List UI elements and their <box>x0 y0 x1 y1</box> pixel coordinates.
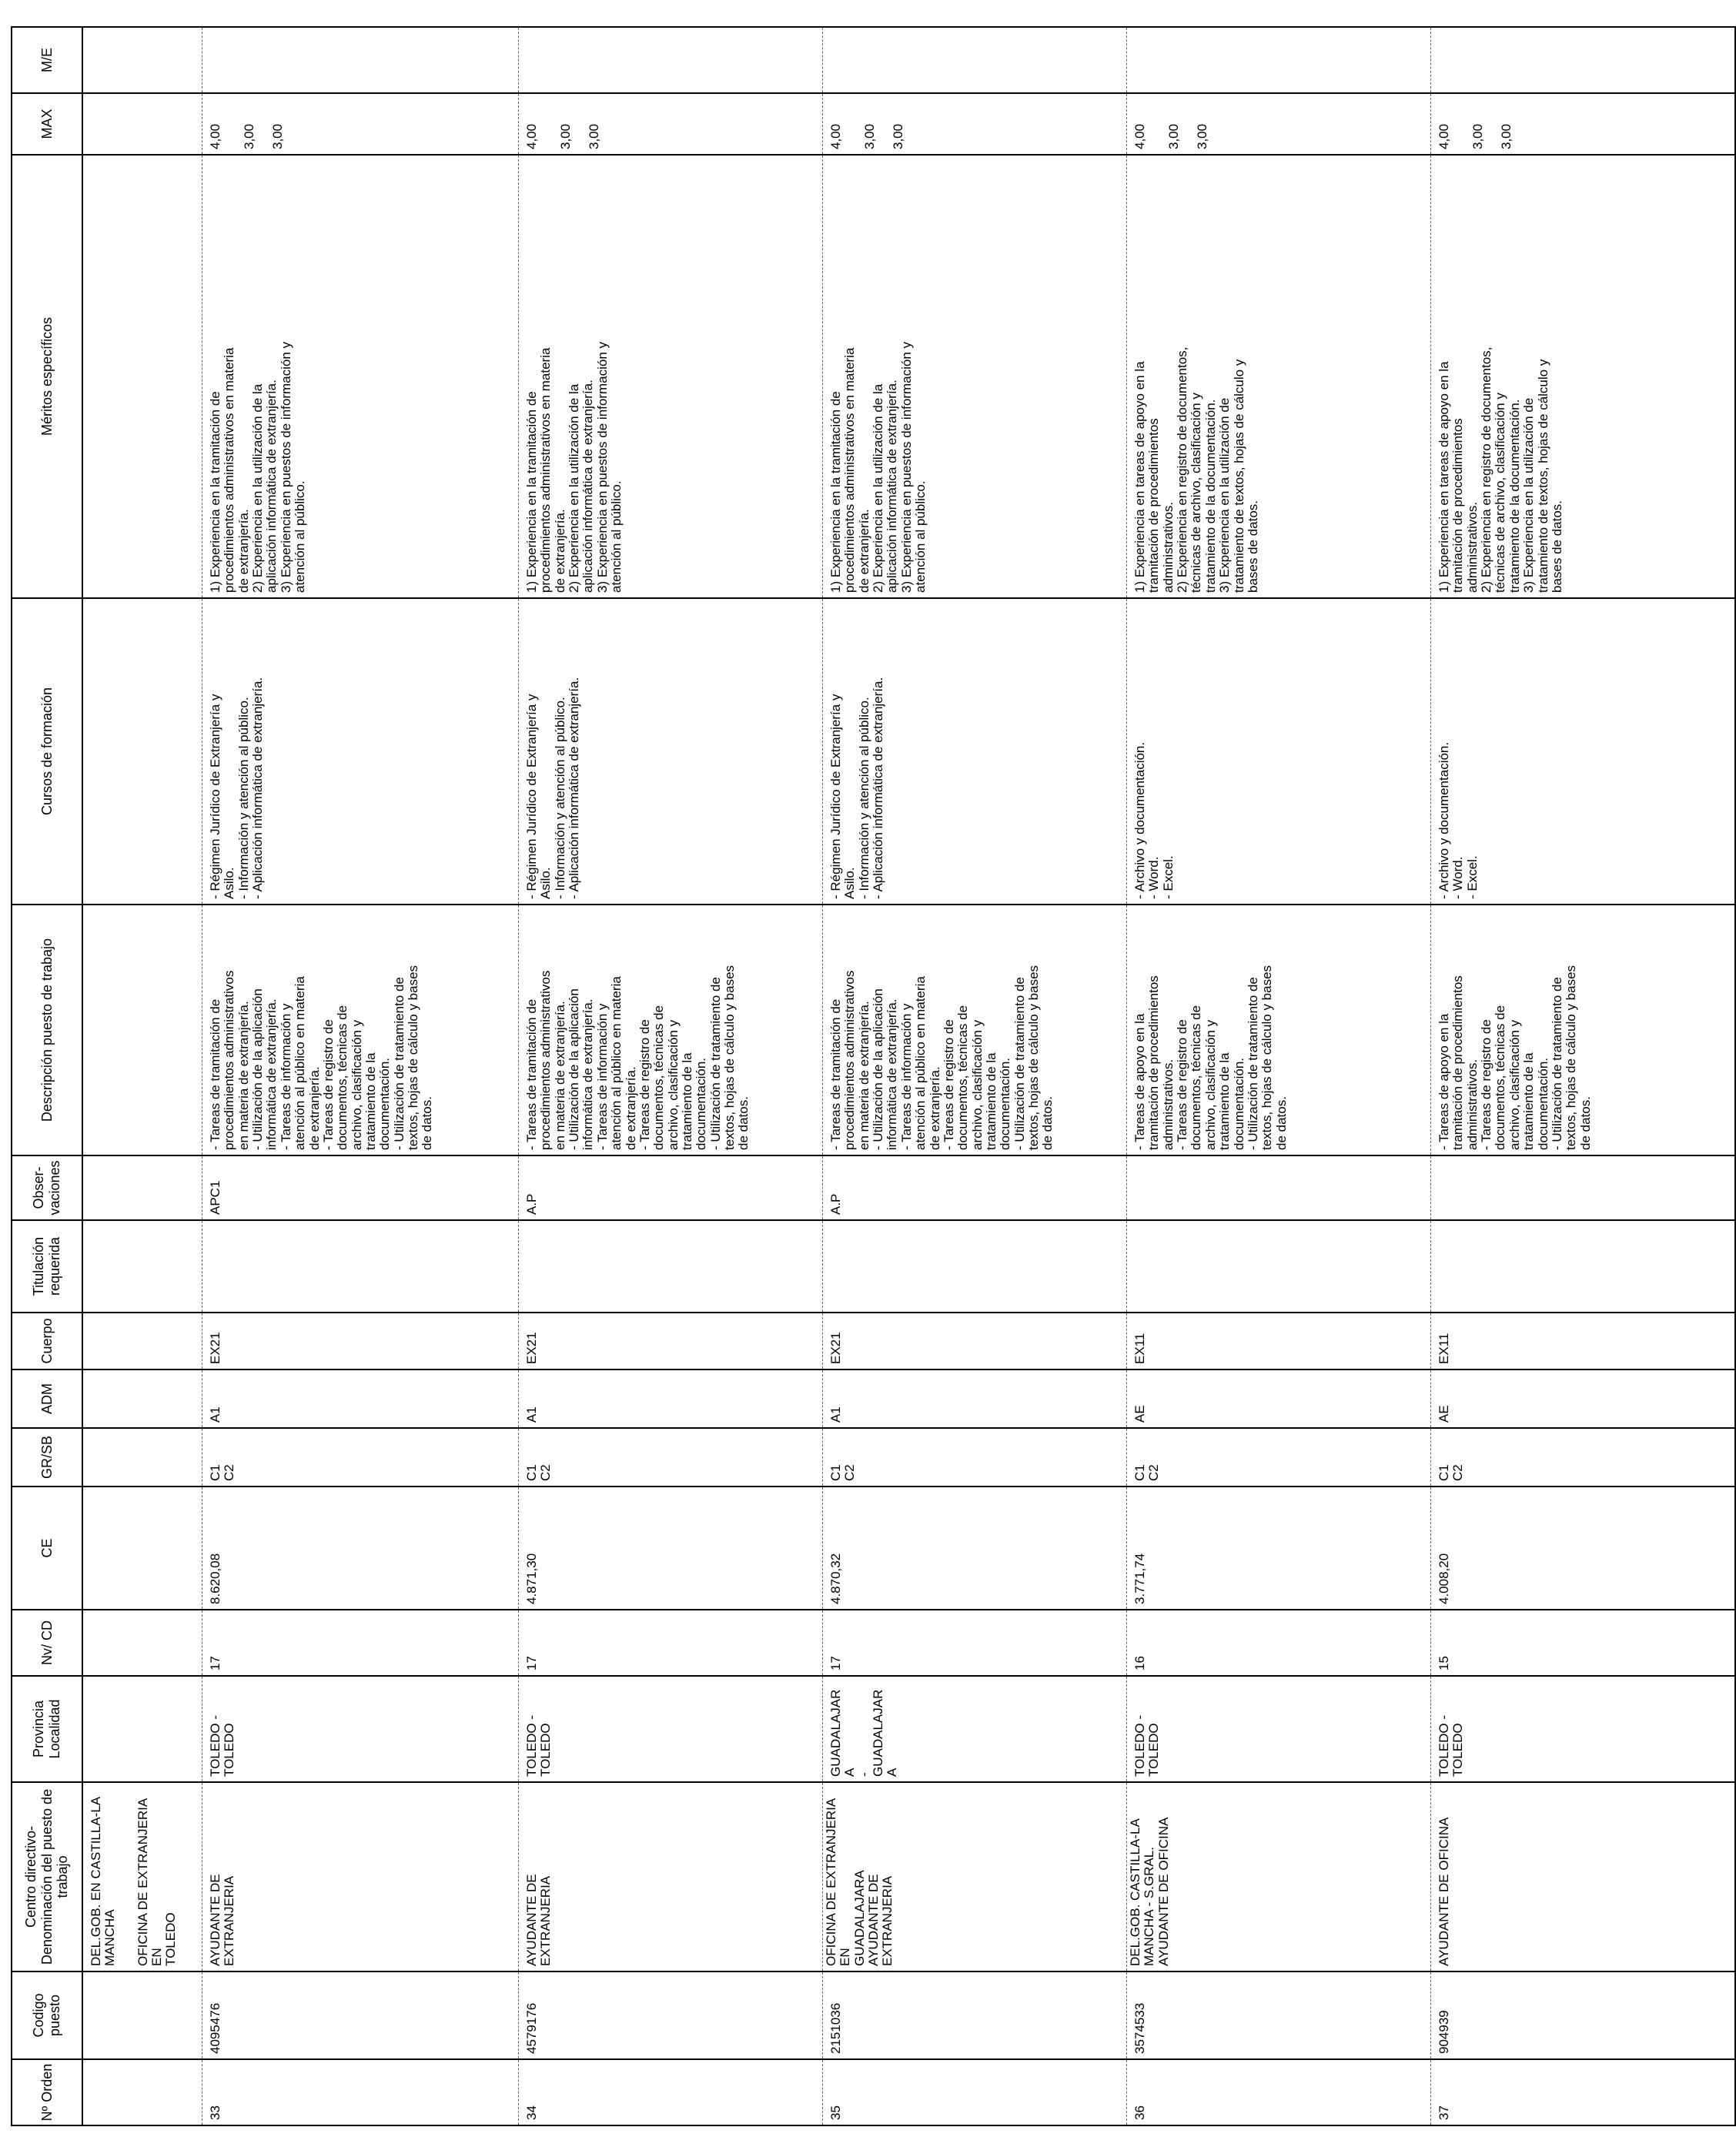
cell-codigo: 4095476 <box>202 1971 519 2059</box>
cell-denominacion: AYUDANTE DE EXTRANJERIA <box>524 1874 554 1966</box>
max-value: 4,00 <box>1132 123 1147 149</box>
cell-titulacion <box>823 1220 1127 1313</box>
cell-descripcion: - Tareas de tramitación de procedimientos administrativos en materia de extranjería. - Utilización de la aplicación informática de extranjería. - Tareas de información y atención al público en materia de extranjería. - Tareas de registro de documentos, técnicas de archivo, clasificación y tratamiento de la documentación. - Utilización de tratamiento de textos, hojas de cálculo y bases de datos. <box>519 905 823 1155</box>
max-value: 3,00 <box>586 123 601 149</box>
cell-titulacion <box>519 1220 823 1313</box>
cell-titulacion <box>202 1220 519 1313</box>
cell-denominacion: AYUDANTE DE OFICINA <box>1437 1817 1451 1966</box>
cell-observaciones: APC1 <box>202 1155 519 1220</box>
cell-ce: 4.008,20 <box>1431 1487 1736 1610</box>
cell-codigo: 904939 <box>1431 1971 1736 2059</box>
cell-grupo: C1 C2 <box>202 1428 519 1487</box>
cell-provincia: TOLEDO - TOLEDO <box>1431 1676 1736 1782</box>
cell-observaciones <box>1431 1155 1736 1220</box>
max-value: 3,00 <box>1498 123 1514 149</box>
cell-cuerpo: EX21 <box>202 1313 519 1369</box>
cell-cursos: - Archivo y documentación. - Word. - Excel. <box>1431 598 1736 905</box>
cell-adm: A1 <box>519 1369 823 1428</box>
cell-orden: 35 <box>823 2059 1127 2125</box>
cell-meritos: 1) Experiencia en la tramitación de procedimientos administrativos en materia de extranjería. 2) Experiencia en la utilización de la aplicación informática de extranjería. 3) Experiencia en puestos de información y atención al público. <box>823 155 1127 598</box>
cell-orden: 37 <box>1431 2059 1736 2125</box>
cell-nivel: 16 <box>1127 1610 1431 1676</box>
cell-cuerpo: EX21 <box>519 1313 823 1369</box>
cell-codigo: 2151036 <box>823 1971 1127 2059</box>
cell-cursos: - Archivo y documentación. - Word. - Excel. <box>1127 598 1431 905</box>
header-centro: Centro directivo- Denominación del puesto de trabajo <box>12 1782 82 1971</box>
cell-me <box>202 27 519 93</box>
header-meritos: Méritos específicos <box>12 155 82 598</box>
header-me: M/E <box>12 27 82 93</box>
header-nivel: Nv/ CD <box>12 1610 82 1676</box>
header-row <box>12 27 82 2125</box>
max-value: 3,00 <box>558 123 574 149</box>
max-value: 3,00 <box>1166 123 1182 149</box>
cell-adm: AE <box>1127 1369 1431 1428</box>
cell-centro <box>1127 1782 1431 1971</box>
cell-me <box>823 27 1127 93</box>
centro-preamble-row <box>82 27 202 2125</box>
max-value: 3,00 <box>1470 123 1486 149</box>
header-grupo: GR/SB <box>12 1428 82 1487</box>
header-ce: CE <box>12 1487 82 1610</box>
cell-cuerpo: EX11 <box>1127 1313 1431 1369</box>
table-row <box>823 27 1127 2125</box>
header-adm: ADM <box>12 1369 82 1428</box>
cell-centro <box>519 1782 823 1971</box>
cell-cuerpo: EX11 <box>1431 1313 1736 1369</box>
cell-denominacion: AYUDANTE DE EXTRANJERIA <box>208 1874 237 1966</box>
header-max: MAX <box>12 93 82 155</box>
cell-adm: A1 <box>202 1369 519 1428</box>
max-value: 3,00 <box>890 123 905 149</box>
cell-grupo: C1 C2 <box>823 1428 1127 1487</box>
centro-preamble <box>82 1782 202 1971</box>
max-value: 4,00 <box>828 123 843 149</box>
cell-max <box>823 93 1127 155</box>
cell-cursos: - Régimen Jurídico de Extranjería y Asilo. - Información y atención al público. - Aplicación informática de extranjería. <box>202 598 519 905</box>
max-value: 4,00 <box>1437 123 1451 149</box>
cell-grupo: C1 C2 <box>519 1428 823 1487</box>
cell-meritos: 1) Experiencia en tareas de apoyo en la tramitación de procedimientos administrativos. 2) Experiencia en registro de documentos, técnicas de archivo, clasificación y tratamiento de la documentación. 3) Experiencia en la utilización de tratamiento de textos, hojas de cálculo y bases de datos. <box>1127 155 1431 598</box>
cell-max <box>519 93 823 155</box>
cell-max <box>202 93 519 155</box>
cell-me <box>1431 27 1736 93</box>
cell-cursos: - Régimen Jurídico de Extranjería y Asilo. - Información y atención al público. - Aplicación informática de extranjería. <box>823 598 1127 905</box>
table-row <box>1431 27 1736 2125</box>
max-value: 4,00 <box>524 123 539 149</box>
max-value: 4,00 <box>208 123 222 149</box>
cell-me <box>1127 27 1431 93</box>
header-descripcion: Descripción puesto de trabajo <box>12 905 82 1155</box>
max-value: 3,00 <box>862 123 878 149</box>
cell-meritos: 1) Experiencia en la tramitación de procedimientos administrativos en materia de extranjería. 2) Experiencia en la utilización de la aplicación informática de extranjería. 3) Experiencia en puestos de información y atención al público. <box>202 155 519 598</box>
cell-adm: AE <box>1431 1369 1736 1428</box>
cell-provincia: TOLEDO - TOLEDO <box>519 1676 823 1782</box>
cell-denominacion: AYUDANTE DE OFICINA <box>1156 1817 1171 1966</box>
table-row <box>519 27 823 2125</box>
cell-codigo: 4579176 <box>519 1971 823 2059</box>
job-positions-table <box>11 26 1736 2126</box>
cell-max <box>1431 93 1736 155</box>
header-codigo: Codigo puesto <box>12 1971 82 2059</box>
centro-oficina-toledo: OFICINA DE EXTRANJERIA EN TOLEDO <box>135 1798 179 1966</box>
cell-nivel: 17 <box>519 1610 823 1676</box>
cell-cuerpo: EX21 <box>823 1313 1127 1369</box>
cell-nivel: 17 <box>823 1610 1127 1676</box>
cell-provincia: TOLEDO - TOLEDO <box>202 1676 519 1782</box>
cell-centro-directivo: OFICINA DE EXTRANJERIA EN GUADALAJARA <box>824 1798 867 1966</box>
header-cuerpo: Cuerpo <box>12 1313 82 1369</box>
cell-descripcion: - Tareas de apoyo en la tramitación de procedimientos administrativos. - Tareas de registro de documentos, técnicas de archivo, clasificación y tratamiento de la documentación. - Utilización de tratamiento de textos, hojas de cálculo y bases de datos. <box>1431 905 1736 1155</box>
cell-provincia: TOLEDO - TOLEDO <box>1127 1676 1431 1782</box>
cell-nivel: 17 <box>202 1610 519 1676</box>
cell-nivel: 15 <box>1431 1610 1736 1676</box>
cell-meritos: 1) Experiencia en la tramitación de procedimientos administrativos en materia de extranjería. 2) Experiencia en la utilización de la aplicación informática de extranjería. 3) Experiencia en puestos de información y atención al público. <box>519 155 823 598</box>
cell-orden: 33 <box>202 2059 519 2125</box>
cell-centro <box>823 1782 1127 1971</box>
header-orden: Nº Orden <box>12 2059 82 2125</box>
cell-grupo: C1 C2 <box>1127 1428 1431 1487</box>
cell-ce: 4.870,32 <box>823 1487 1127 1610</box>
cell-centro <box>1431 1782 1736 1971</box>
cell-observaciones <box>1127 1155 1431 1220</box>
cell-codigo: 3574533 <box>1127 1971 1431 2059</box>
cell-adm: A1 <box>823 1369 1127 1428</box>
cell-ce: 3.771,74 <box>1127 1487 1431 1610</box>
cell-observaciones: A.P <box>519 1155 823 1220</box>
table-row <box>1127 27 1431 2125</box>
cell-denominacion: AYUDANTE DE EXTRANJERIA <box>866 1874 895 1966</box>
cell-titulacion <box>1431 1220 1736 1313</box>
cell-orden: 36 <box>1127 2059 1431 2125</box>
cell-ce: 8.620,08 <box>202 1487 519 1610</box>
cell-ce: 4.871,30 <box>519 1487 823 1610</box>
cell-descripcion: - Tareas de apoyo en la tramitación de procedimientos administrativos. - Tareas de registro de documentos, técnicas de archivo, clasificación y tratamiento de la documentación. - Utilización de tratamiento de textos, hojas de cálculo y bases de datos. <box>1127 905 1431 1155</box>
max-value: 3,00 <box>242 123 257 149</box>
cell-centro <box>202 1782 519 1971</box>
rotated-document <box>0 18 1593 2137</box>
header-provincia: Provincia Localidad <box>12 1676 82 1782</box>
header-cursos: Cursos de formación <box>12 598 82 905</box>
cell-descripcion: - Tareas de tramitación de procedimientos administrativos en materia de extranjería. - Utilización de la aplicación informática de extranjería. - Tareas de información y atención al público en materia de extranjería. - Tareas de registro de documentos, técnicas de archivo, clasificación y tratamiento de la documentación. - Utilización de tratamiento de textos, hojas de cálculo y bases de datos. <box>202 905 519 1155</box>
centro-delegacion: DEL.GOB. EN CASTILLA-LA MANCHA <box>89 1796 118 1966</box>
cell-centro-directivo: DEL.GOB. CASTILLA-LA MANCHA - S.GRAL. <box>1128 1818 1157 1966</box>
cell-meritos: 1) Experiencia en tareas de apoyo en la tramitación de procedimientos administrativos. 2) Experiencia en registro de documentos, técnicas de archivo, clasificación y tratamiento de la documentación. 3) Experiencia en la utilización de tratamiento de textos, hojas de cálculo y bases de datos. <box>1431 155 1736 598</box>
max-value: 3,00 <box>1194 123 1209 149</box>
cell-cursos: - Régimen Jurídico de Extranjería y Asilo. - Información y atención al público. - Aplicación informática de extranjería. <box>519 598 823 905</box>
cell-grupo: C1 C2 <box>1431 1428 1736 1487</box>
cell-orden: 34 <box>519 2059 823 2125</box>
table-row <box>202 27 519 2125</box>
header-observaciones: Obser- vaciones <box>12 1155 82 1220</box>
cell-max <box>1127 93 1431 155</box>
cell-me <box>519 27 823 93</box>
cell-observaciones: A.P <box>823 1155 1127 1220</box>
header-titulacion: Titulación requerida <box>12 1220 82 1313</box>
cell-provincia: GUADALAJARA - GUADALAJARA <box>823 1676 1127 1782</box>
cell-titulacion <box>1127 1220 1431 1313</box>
cell-descripcion: - Tareas de tramitación de procedimientos administrativos en materia de extranjería. - Utilización de la aplicación informática de extranjería. - Tareas de información y atención al público en materia de extranjería. - Tareas de registro de documentos, técnicas de archivo, clasificación y tratamiento de la documentación. - Utilización de tratamiento de textos, hojas de cálculo y bases de datos. <box>823 905 1127 1155</box>
max-value: 3,00 <box>269 123 285 149</box>
